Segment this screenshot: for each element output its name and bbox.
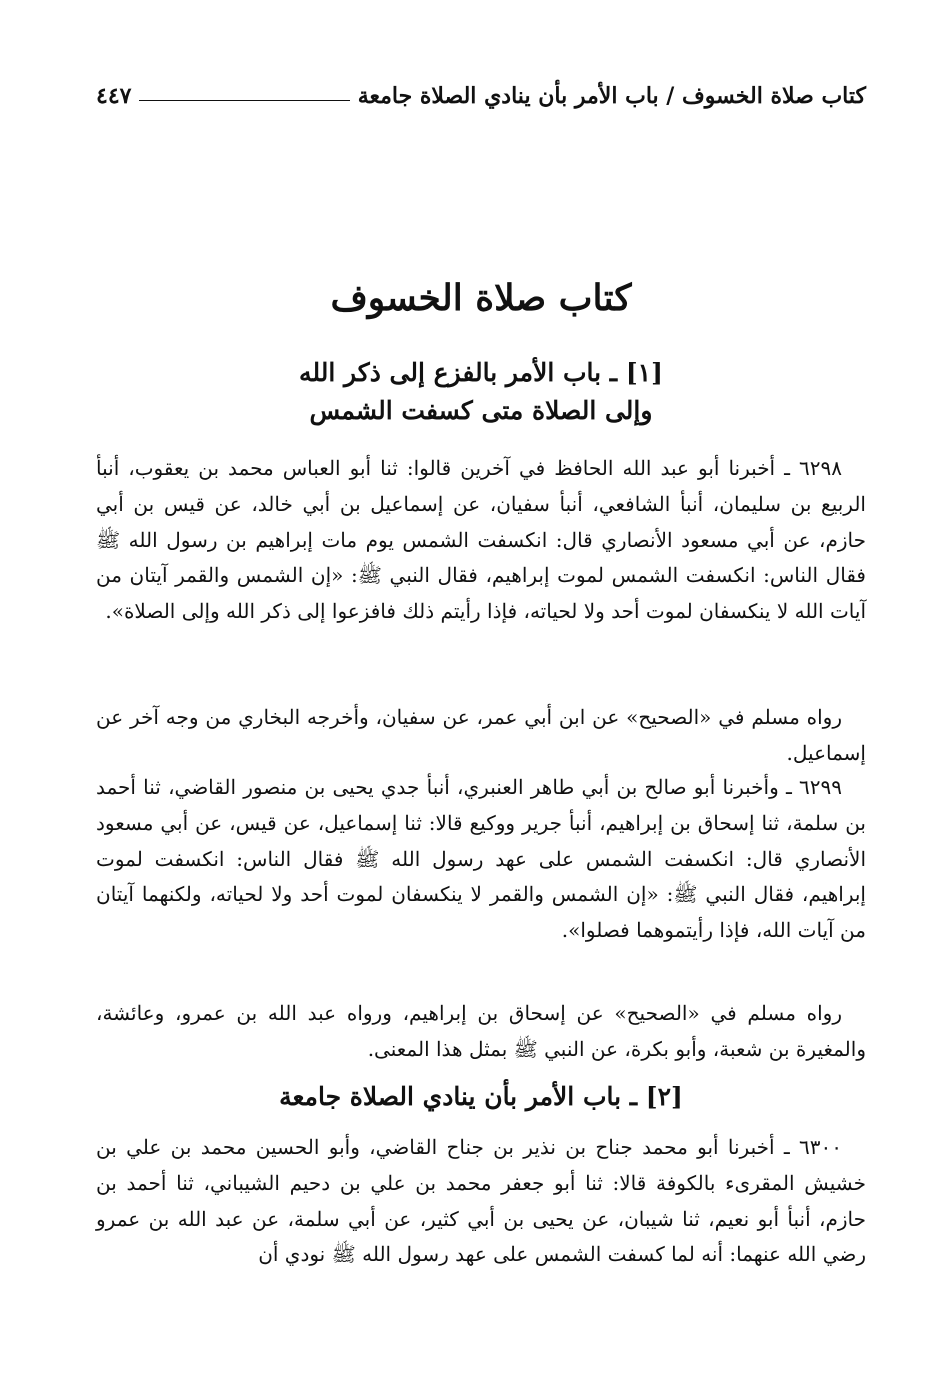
note-6298: رواه مسلم في «الصحيح» عن ابن أبي عمر، عن سفيان، وأخرجه البخاري من وجه آخر عن إسماعيل. bbox=[96, 705, 866, 765]
chapter-heading-2-line-1: [٢] ـ باب الأمر بأن ينادي الصلاة جامعة bbox=[279, 1082, 683, 1111]
chapter-heading-1-line-1: [١] ـ باب الأمر بالفزع إلى ذكر الله bbox=[299, 358, 663, 387]
header-rule bbox=[139, 100, 349, 101]
book-title: كتاب صلاة الخسوف bbox=[330, 277, 632, 319]
note-6299: رواه مسلم في «الصحيح» عن إسحاق بن إبراهيم، ورواه عبد الله بن عمرو، وعائشة، والمغيرة بن شعبة، وأبو بكرة، عن النبي ﷺ بمثل هذا المعنى. bbox=[96, 1001, 866, 1061]
hadith-6298: ٦٢٩٨ ـ أخبرنا أبو عبد الله الحافظ في آخرين قالوا: ثنا أبو العباس محمد بن يعقوب، أنبأ الربيع بن سليمان، أنبأ الشافعي، أنبأ سفيان، عن إسماعيل بن أبي خالد، عن قيس بن أبي حازم، عن أبي مسعود الأنصاري قال: انكسفت الشمس يوم مات إبراهيم بن رسول الله ﷺ فقال الناس: انكسفت الشمس لموت إبراهيم، فقال النبي ﷺ: «إن الشمس والقمر آيتان من آيات الله لا ينكسفان لموت أحد ولا لحياته، فإذا رأيتم ذلك فافزعوا إلى ذكر الله وإلى الصلاة». bbox=[96, 456, 866, 624]
chapter-heading-1 bbox=[96, 354, 866, 430]
hadith-6299: ٦٢٩٩ ـ وأخبرنا أبو صالح بن أبي طاهر العنبري، أنبأ جدي يحيى بن منصور القاضي، ثنا أحمد بن سلمة، ثنا إسحاق بن إبراهيم، أنبأ جرير ووكيع قالا: ثنا إسماعيل، عن قيس، عن أبي مسعود الأنصاري قال: انكسفت الشمس على عهد رسول الله ﷺ فقال الناس: انكسفت لموت إبراهيم، فقال النبي ﷺ: «إن الشمس والقمر لا ينكسفان لموت أحد ولا لحياته، ولكنهما آيتان من آيات الله، فإذا رأيتموهما فصلوا». bbox=[96, 775, 866, 943]
running-header bbox=[96, 78, 866, 114]
chapter-heading-1-line-2: وإلى الصلاة متى كسفت الشمس bbox=[309, 396, 653, 425]
chapter-heading-2 bbox=[96, 1078, 866, 1116]
hadith-6300: ٦٣٠٠ ـ أخبرنا أبو محمد جناح بن نذير بن جناح القاضي، وأبو الحسين محمد بن علي بن خشيش المقرىء بالكوفة قالا: ثنا أبو جعفر محمد بن علي بن دحيم الشيباني، ثنا أحمد بن حازم، أنبأ أبو نعيم، ثنا شيبان، عن يحيى بن أبي كثير، عن أبي سلمة، عن عبد الله بن عمرو رضي الله عنهما: أنه لما كسفت الشمس على عهد رسول الله ﷺ نودي أن bbox=[96, 1135, 866, 1267]
page-number: ٤٤٧ bbox=[96, 83, 132, 109]
running-title: كتاب صلاة الخسوف / باب الأمر بأن ينادي الصلاة جامعة bbox=[357, 83, 866, 109]
